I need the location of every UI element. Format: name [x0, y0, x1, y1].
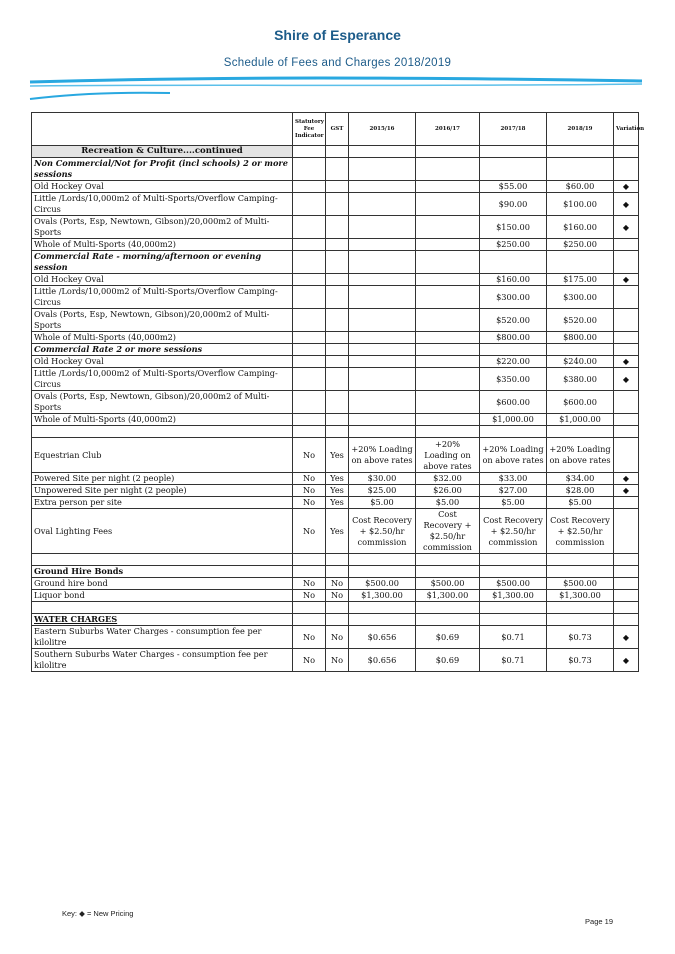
row-label: Unpowered Site per night (2 people): [32, 485, 293, 497]
statutory-indicator: No: [293, 485, 326, 497]
table-row: [32, 497, 639, 509]
table-header-row: [32, 113, 639, 146]
row-label: Southern Suburbs Water Charges - consumption fee per kilolitre: [32, 649, 293, 672]
fee-2016-17: $0.69: [416, 626, 480, 649]
row-label: Old Hockey Oval: [32, 274, 293, 286]
new-pricing-diamond-icon: ◆: [614, 216, 639, 239]
row-label: Equestrian Club: [32, 438, 293, 473]
fee-2016-17: $32.00: [416, 473, 480, 485]
fee-2015-16: $30.00: [349, 473, 416, 485]
table-row: [32, 566, 639, 578]
new-pricing-diamond-icon: ◆: [614, 193, 639, 216]
fee-2018-19: $250.00: [547, 239, 614, 251]
gst-indicator: Yes: [326, 509, 349, 554]
fee-2018-19: $300.00: [547, 286, 614, 309]
fee-2016-17: $0.69: [416, 649, 480, 672]
fee-2015-16: $500.00: [349, 578, 416, 590]
column-header: 2016/17: [416, 113, 480, 146]
new-pricing-diamond-icon: ◆: [614, 649, 639, 672]
column-header: Variation: [614, 113, 639, 146]
table-row: [32, 368, 639, 391]
fee-2015-16: $0.656: [349, 626, 416, 649]
table-row: [32, 438, 639, 473]
fee-2017-18: $160.00: [480, 274, 547, 286]
gst-indicator: Yes: [326, 485, 349, 497]
statutory-indicator: No: [293, 509, 326, 554]
row-label: Recreation & Culture....continued: [32, 146, 293, 158]
fee-2015-16: $25.00: [349, 485, 416, 497]
fee-2017-18: $150.00: [480, 216, 547, 239]
fee-2017-18: $90.00: [480, 193, 547, 216]
fee-2018-19: $1,000.00: [547, 414, 614, 426]
table-row: [32, 414, 639, 426]
fee-2017-18: $500.00: [480, 578, 547, 590]
row-label: Whole of Multi-Sports (40,000m2): [32, 332, 293, 344]
statutory-indicator: No: [293, 626, 326, 649]
fee-2018-19: +20% Loading on above rates: [547, 438, 614, 473]
table-row: [32, 286, 639, 309]
table-row: [32, 158, 639, 181]
document-subtitle: Schedule of Fees and Charges 2018/2019: [223, 57, 452, 69]
table-row: [32, 274, 639, 286]
header-swoosh-decoration: [30, 72, 642, 106]
row-label: Powered Site per night (2 people): [32, 473, 293, 485]
fee-2017-18: $1,300.00: [480, 590, 547, 602]
row-label: Liquor bond: [32, 590, 293, 602]
row-label: Old Hockey Oval: [32, 356, 293, 368]
new-pricing-diamond-icon: ◆: [614, 485, 639, 497]
table-row: [32, 344, 639, 356]
fee-2018-19: $600.00: [547, 391, 614, 414]
row-label: Commercial Rate - morning/afternoon or evening session: [32, 251, 293, 274]
statutory-indicator: No: [293, 590, 326, 602]
fee-2017-18: $800.00: [480, 332, 547, 344]
column-header: 2018/19: [547, 113, 614, 146]
fee-2015-16: $5.00: [349, 497, 416, 509]
row-label: Old Hockey Oval: [32, 181, 293, 193]
fee-2017-18: Cost Recovery + $2.50/hr commission: [480, 509, 547, 554]
row-label: Ground Hire Bonds: [32, 566, 293, 578]
table-row: [32, 590, 639, 602]
fee-2018-19: $175.00: [547, 274, 614, 286]
fee-2017-18: $600.00: [480, 391, 547, 414]
table-row: [32, 251, 639, 274]
fee-2016-17: $500.00: [416, 578, 480, 590]
table-row: [32, 485, 639, 497]
new-pricing-diamond-icon: ◆: [614, 356, 639, 368]
fee-2017-18: $350.00: [480, 368, 547, 391]
fee-2015-16: Cost Recovery + $2.50/hr commission: [349, 509, 416, 554]
table-row: [32, 391, 639, 414]
gst-indicator: No: [326, 649, 349, 672]
table-row: [32, 239, 639, 251]
row-label: Extra person per site: [32, 497, 293, 509]
fee-2017-18: $55.00: [480, 181, 547, 193]
new-pricing-diamond-icon: ◆: [614, 181, 639, 193]
gst-indicator: Yes: [326, 473, 349, 485]
fee-2015-16: +20% Loading on above rates: [349, 438, 416, 473]
column-header: Statutory Fee Indicator: [293, 113, 326, 146]
fee-2018-19: Cost Recovery + $2.50/hr commission: [547, 509, 614, 554]
row-label: WATER CHARGES: [32, 614, 293, 626]
fee-2018-19: $520.00: [547, 309, 614, 332]
fees-table: [31, 112, 645, 672]
page-number: Page 19: [585, 917, 613, 926]
new-pricing-diamond-icon: ◆: [614, 368, 639, 391]
table-row-blank: [32, 426, 639, 438]
row-label: Whole of Multi-Sports (40,000m2): [32, 239, 293, 251]
column-header: GST: [326, 113, 349, 146]
statutory-indicator: No: [293, 497, 326, 509]
row-label: Ovals (Ports, Esp, Newtown, Gibson)/20,000m2 of Multi-Sports: [32, 216, 293, 239]
fee-2017-18: +20% Loading on above rates: [480, 438, 547, 473]
statutory-indicator: No: [293, 438, 326, 473]
table-row: [32, 181, 639, 193]
fee-2018-19: $60.00: [547, 181, 614, 193]
document-title: Shire of Esperance: [274, 27, 401, 43]
table-row: [32, 332, 639, 344]
table-row: [32, 146, 639, 158]
statutory-indicator: No: [293, 473, 326, 485]
table-row: [32, 309, 639, 332]
fee-2017-18: $220.00: [480, 356, 547, 368]
fee-2015-16: $1,300.00: [349, 590, 416, 602]
row-label: Non Commercial/Not for Profit (incl schools) 2 or more sessions: [32, 158, 293, 181]
row-label: Ovals (Ports, Esp, Newtown, Gibson)/20,000m2 of Multi-Sports: [32, 309, 293, 332]
gst-indicator: Yes: [326, 497, 349, 509]
gst-indicator: Yes: [326, 438, 349, 473]
fee-2018-19: $240.00: [547, 356, 614, 368]
fee-2017-18: $5.00: [480, 497, 547, 509]
row-label: Little /Lords/10,000m2 of Multi-Sports/Overflow Camping-Circus: [32, 368, 293, 391]
table-row: [32, 193, 639, 216]
column-header: [32, 113, 293, 146]
row-label: Ground hire bond: [32, 578, 293, 590]
fee-2018-19: $160.00: [547, 216, 614, 239]
gst-indicator: No: [326, 578, 349, 590]
fee-2017-18: $0.71: [480, 649, 547, 672]
gst-indicator: No: [326, 590, 349, 602]
table-row: [32, 473, 639, 485]
row-label: Little /Lords/10,000m2 of Multi-Sports/Overflow Camping-Circus: [32, 286, 293, 309]
row-label: Commercial Rate 2 or more sessions: [32, 344, 293, 356]
fee-2018-19: $34.00: [547, 473, 614, 485]
new-pricing-diamond-icon: ◆: [614, 274, 639, 286]
fee-2017-18: $0.71: [480, 626, 547, 649]
table-row: [32, 509, 639, 554]
table-row-blank: [32, 554, 639, 566]
fee-2017-18: $520.00: [480, 309, 547, 332]
fee-2016-17: $1,300.00: [416, 590, 480, 602]
pricing-key-legend: Key: ◆ = New Pricing: [62, 909, 134, 918]
fee-2016-17: $26.00: [416, 485, 480, 497]
fee-2018-19: $380.00: [547, 368, 614, 391]
fee-2018-19: $1,300.00: [547, 590, 614, 602]
fee-2017-18: $250.00: [480, 239, 547, 251]
fee-2017-18: $1,000.00: [480, 414, 547, 426]
fee-2018-19: $0.73: [547, 649, 614, 672]
fee-2018-19: $100.00: [547, 193, 614, 216]
table-row: [32, 626, 639, 649]
new-pricing-diamond-icon: ◆: [614, 473, 639, 485]
fee-2018-19: $5.00: [547, 497, 614, 509]
fee-2017-18: $300.00: [480, 286, 547, 309]
row-label: Oval Lighting Fees: [32, 509, 293, 554]
table-row: [32, 216, 639, 239]
table-row-blank: [32, 602, 639, 614]
fee-2018-19: $0.73: [547, 626, 614, 649]
fee-2017-18: $27.00: [480, 485, 547, 497]
fee-2016-17: +20% Loading on above rates: [416, 438, 480, 473]
column-header: 2015/16: [349, 113, 416, 146]
row-label: Whole of Multi-Sports (40,000m2): [32, 414, 293, 426]
table-row: [32, 614, 639, 626]
fee-2016-17: Cost Recovery + $2.50/hr commission: [416, 509, 480, 554]
fee-2018-19: $500.00: [547, 578, 614, 590]
fee-2017-18: $33.00: [480, 473, 547, 485]
statutory-indicator: No: [293, 649, 326, 672]
fee-2015-16: $0.656: [349, 649, 416, 672]
table-row: [32, 356, 639, 368]
statutory-indicator: No: [293, 578, 326, 590]
row-label: Ovals (Ports, Esp, Newtown, Gibson)/20,000m2 of Multi-Sports: [32, 391, 293, 414]
gst-indicator: No: [326, 626, 349, 649]
fee-2016-17: $5.00: [416, 497, 480, 509]
table-row: [32, 649, 639, 672]
column-header: 2017/18: [480, 113, 547, 146]
new-pricing-diamond-icon: ◆: [614, 626, 639, 649]
fee-2018-19: $28.00: [547, 485, 614, 497]
table-row: [32, 578, 639, 590]
row-label: Little /Lords/10,000m2 of Multi-Sports/Overflow Camping-Circus: [32, 193, 293, 216]
row-label: Eastern Suburbs Water Charges - consumption fee per kilolitre: [32, 626, 293, 649]
fee-2018-19: $800.00: [547, 332, 614, 344]
